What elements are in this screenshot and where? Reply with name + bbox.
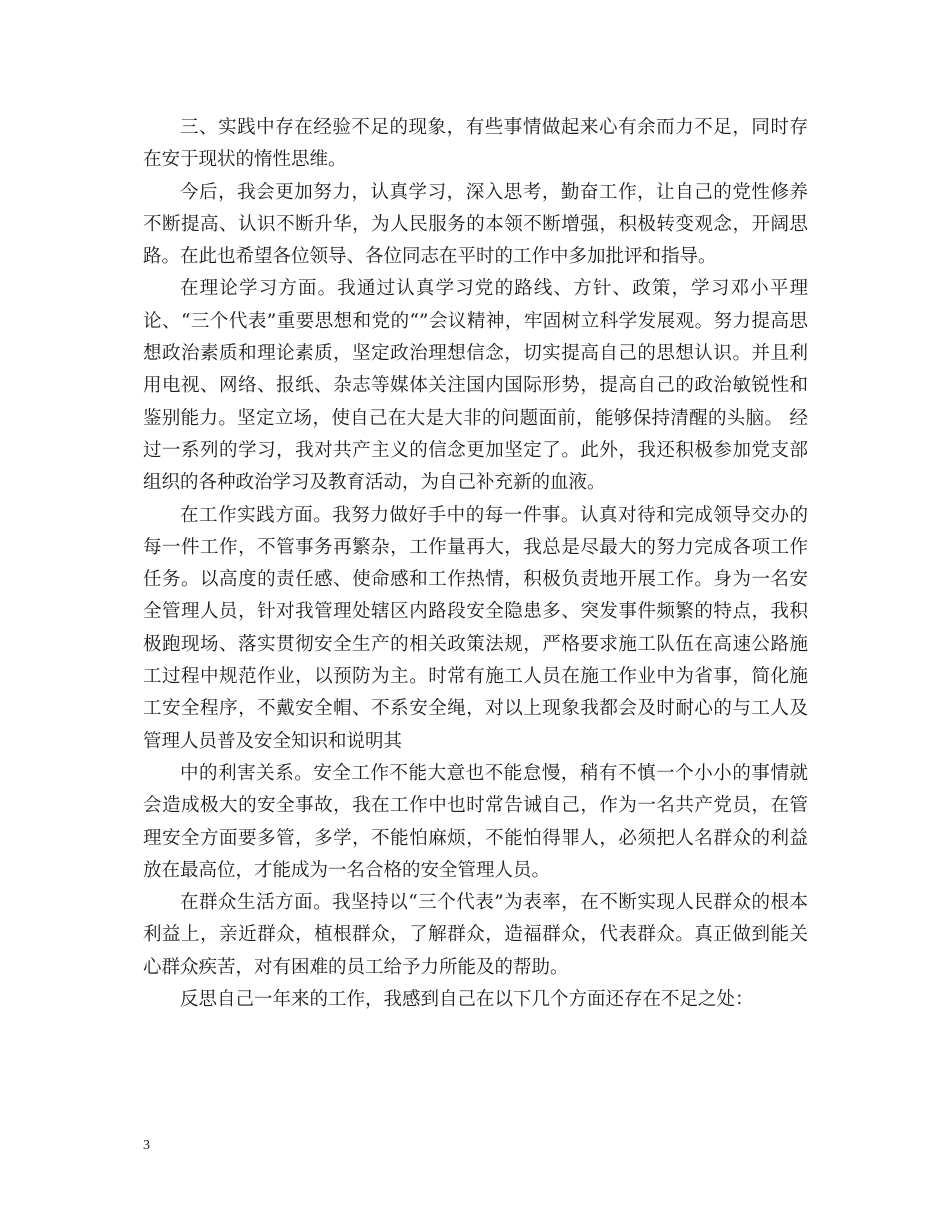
paragraph-shortcoming-three: 三、实践中存在经验不足的现象，有些事情做起来心有余而力不足，同时存在安于现状的惰性思维。 bbox=[143, 117, 808, 171]
paragraph-future-plan: 今后，我会更加努力，认真学习，深入思考，勤奋工作，让自己的党性修养不断提高、认识不断升华，为人民服务的本领不断增强，积极转变观念，开阔思路。在此也希望各位领导、各位同志在平时的工作中多加批评和指导。 bbox=[143, 181, 808, 268]
paragraph-mass-life: 在群众生活方面。我坚持以“三个代表”为表率，在不断实现人民群众的根本利益上，亲近群众，植根群众，了解群众，造福群众，代表群众。真正做到能关心群众疾苦，对有困难的员工给予力所能及的帮助。 bbox=[143, 892, 808, 978]
paragraph-work-practice: 在工作实践方面。我努力做好手中的每一件事。认真对待和完成领导交办的每一件工作，不管事务再繁杂，工作量再大，我总是尽最大的努力完成各项工作任务。以高度的责任感、使命感和工作热情，积极负责地开展工作。身为一名安全管理人员，针对我管理处辖区内路段安全隐患多、突发事件频繁的特点，我积极跑现场、落实贯彻安全生产的相关政策法规，严格要求施工队伍在高速公路施工过程中规范作业，以预防为主。时常有施工人员在施工作业中为省事，简化施工安全程序，不戴安全帽、不系安全绳，对以上现象我都会及时耐心的与工人及管理人员普及安全知识和说明其 bbox=[143, 504, 808, 752]
paragraph-safety-work: 中的利害关系。安全工作不能大意也不能怠慢，稍有不慎一个小小的事情就会造成极大的安全事故，我在工作中也时常告诫自己，作为一名共产党员，在管理安全方面要多管，多学，不能怕麻烦，不能怕得罪人，必须把人名群众的利益放在最高位，才能成为一名合格的安全管理人员。 bbox=[143, 762, 808, 881]
paragraph-reflection: 反思自己一年来的工作，我感到自己在以下几个方面还存在不足之处： bbox=[180, 989, 754, 1011]
page-number: 3 bbox=[143, 1138, 150, 1153]
paragraph-theory-study: 在理论学习方面。我通过认真学习党的路线、方针、政策，学习邓小平理论、“三个代表”重要思想和党的“”会议精神，牢固树立科学发展观。努力提高思想政治素质和理论素质，坚定政治理想信念，切实提高自己的思想认识。并且利用电视、网络、报纸、杂志等媒体关注国内国际形势，提高自己的政治敏锐性和鉴别能力。坚定立场，使自己在大是大非的问题面前，能够保持清醒的头脑。 经过一系列的学习，我对共产主义的信念更加坚定了。此外，我还积极参加党支部组织的各种政治学习及教育活动，为自己补充新的血液。 bbox=[143, 278, 808, 494]
document-body bbox=[143, 112, 808, 1016]
